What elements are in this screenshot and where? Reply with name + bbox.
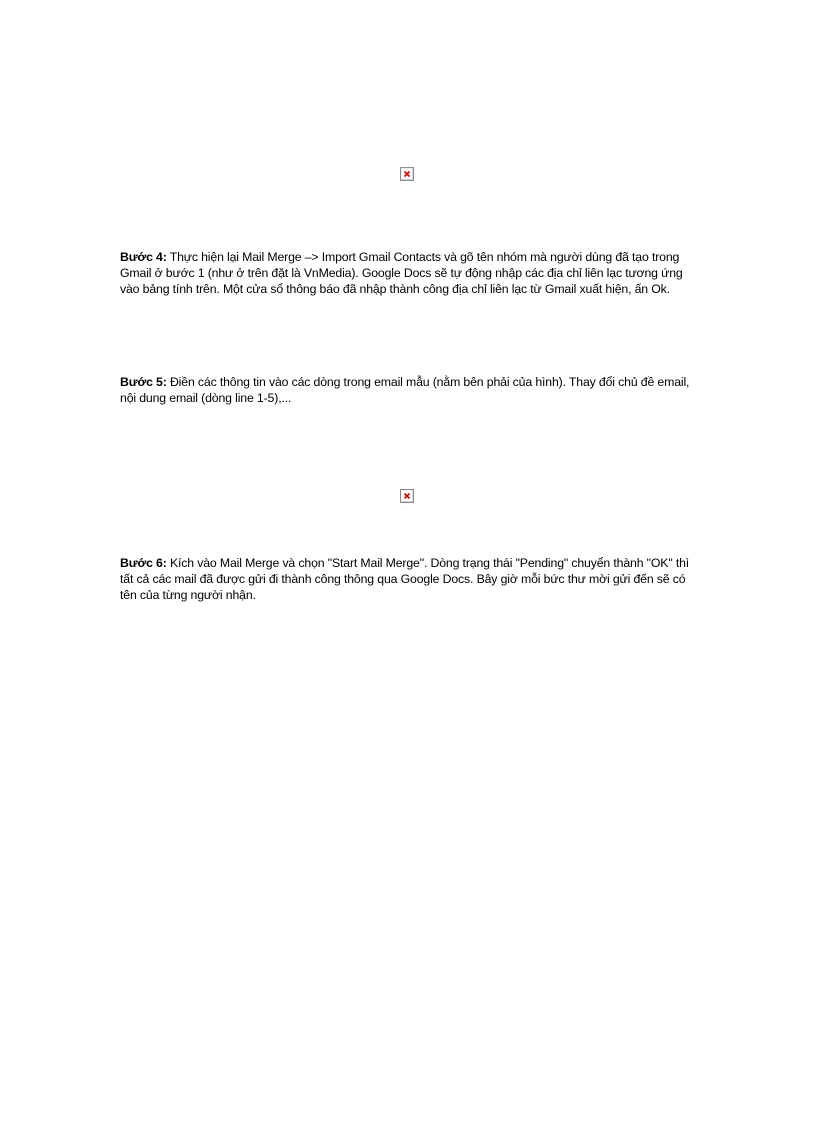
step-4-label: Bước 4:	[120, 250, 167, 264]
broken-image-icon	[400, 489, 414, 503]
step-6-paragraph	[120, 555, 695, 603]
step-4-paragraph	[120, 249, 695, 297]
step-5-label: Bước 5:	[120, 375, 167, 389]
close-icon	[401, 490, 413, 502]
close-icon	[401, 168, 413, 180]
step-4-text: Thực hiện lại Mail Merge –> Import Gmail Contacts và gõ tên nhóm mà người dùng đã tạo trong Gmail ở bước 1 (như ở trên đặt là VnMedia). Google Docs sẽ tự động nhập các địa chỉ liên lạc tương ứng vào bảng tính trên. Một cửa sổ thông báo đã nhập thành công địa chỉ liên lạc từ Gmail xuất hiện, ấn Ok.	[120, 250, 683, 296]
step-6-label: Bước 6:	[120, 556, 167, 570]
step-6-text: Kích vào Mail Merge và chọn "Start Mail Merge". Dòng trạng thái "Pending" chuyển thành "OK" thì tất cả các mail đã được gửi đi thành công thông qua Google Docs. Bây giờ mỗi bức thư mời gửi đến sẽ có tên của từng người nhận.	[120, 556, 690, 602]
broken-image-icon	[400, 167, 414, 181]
step-5-paragraph	[120, 374, 695, 406]
step-5-text: Điền các thông tin vào các dòng trong email mẫu (nằm bên phải của hình). Thay đổi chủ đề email, nội dung email (dòng line 1-5),...	[120, 375, 690, 405]
